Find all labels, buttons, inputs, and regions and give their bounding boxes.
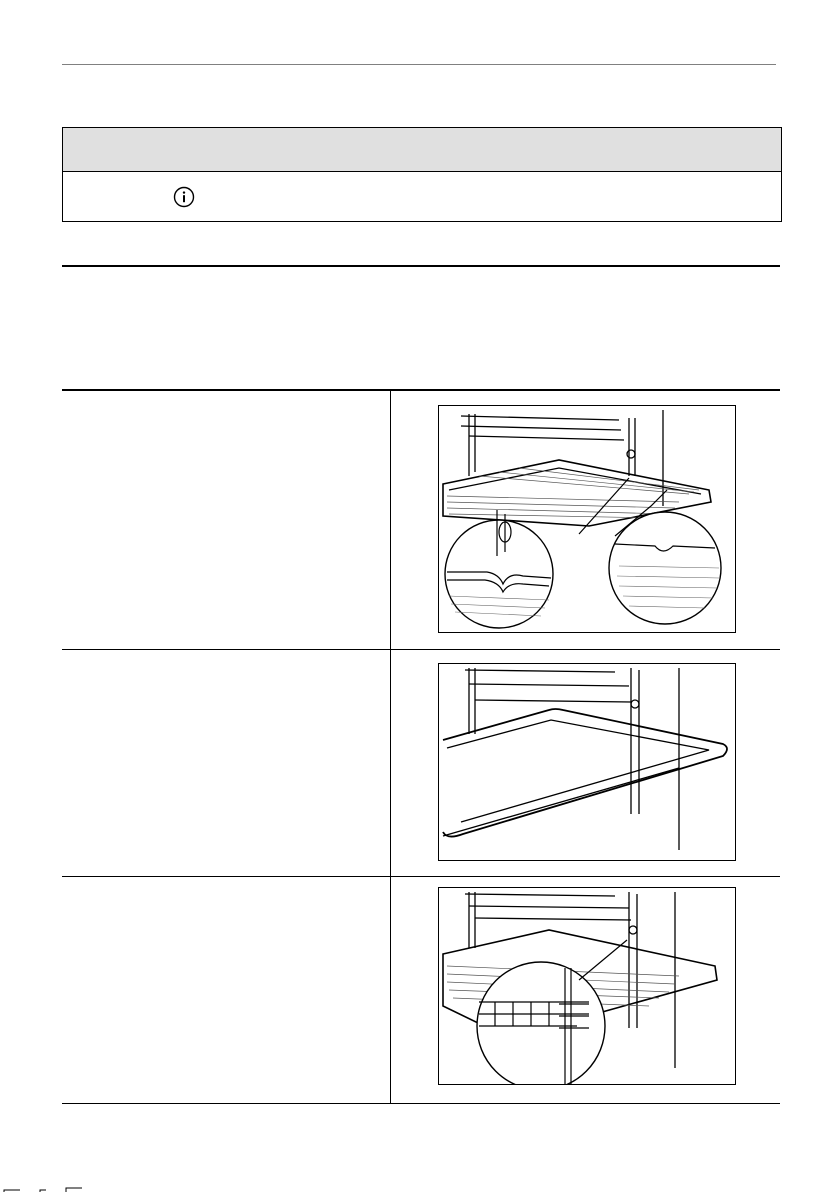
baking-tray-insertion-illustration: [438, 663, 736, 861]
wire-shelf-insertion-illustration: [438, 405, 736, 633]
info-table-row: [63, 172, 781, 221]
steps-table: [62, 389, 780, 1104]
step-row: [62, 650, 780, 877]
info-table-header: [63, 128, 781, 172]
step-row: [62, 391, 780, 650]
section-rule: [62, 265, 780, 267]
step-text-cell: [62, 391, 391, 649]
info-table: [62, 127, 782, 222]
wire-shelf-and-tray-insertion-illustration: [438, 887, 736, 1085]
page-corner-mark: [0, 1184, 110, 1192]
info-icon: [173, 186, 195, 208]
step-text-cell: [62, 877, 391, 1103]
step-text-cell: [62, 650, 391, 876]
header-rule: [62, 64, 776, 65]
step-row: [62, 877, 780, 1103]
